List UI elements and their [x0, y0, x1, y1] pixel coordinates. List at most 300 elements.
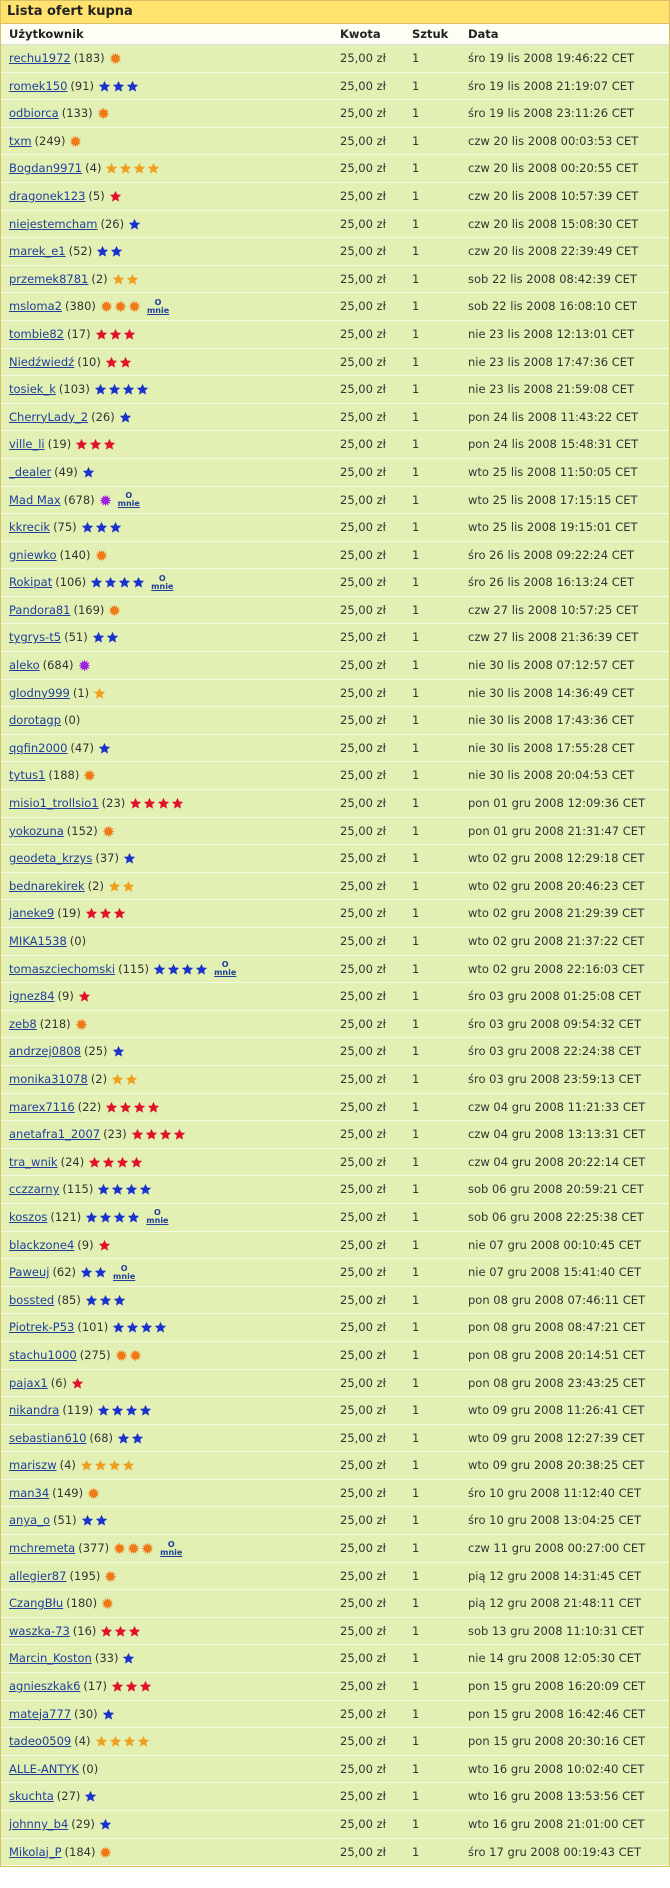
- user-link[interactable]: romek150: [9, 78, 68, 93]
- star-rating-icon: [143, 799, 157, 813]
- kwota-cell: 25,00 zł: [340, 1154, 386, 1169]
- feedback-count: (149): [52, 1485, 84, 1500]
- rating-icons: [98, 1239, 112, 1252]
- user-link[interactable]: Pandora81: [9, 602, 71, 617]
- sztuk-cell: 1: [412, 1513, 420, 1528]
- user-link[interactable]: CzangBłu: [9, 1596, 64, 1611]
- user-cell: [9, 1756, 98, 1784]
- user-link[interactable]: mariszw: [9, 1458, 57, 1473]
- column-header-sztuk: Sztuk: [412, 27, 449, 41]
- table-row: [1, 404, 669, 432]
- star-rating-icon: [97, 1406, 111, 1420]
- star-rating-icon: [108, 882, 122, 896]
- about-me-link[interactable]: [147, 299, 169, 315]
- user-link[interactable]: Mad Max: [9, 492, 61, 507]
- star-rating-icon: [99, 909, 113, 923]
- feedback-count: (17): [66, 326, 91, 341]
- rating-icons: [85, 907, 127, 920]
- sztuk-cell: 1: [412, 1099, 420, 1114]
- star-rating-icon: [84, 1792, 98, 1806]
- kwota-cell: 25,00 zł: [340, 630, 386, 645]
- table-row: [1, 1756, 669, 1784]
- sztuk-cell: 1: [412, 961, 420, 976]
- star-rating-icon: [92, 633, 106, 647]
- table-row: [1, 845, 669, 873]
- table-row: [1, 1287, 669, 1315]
- user-link[interactable]: cczzarny: [9, 1182, 60, 1197]
- user-link[interactable]: Bogdan9971: [9, 161, 83, 176]
- about-me-link[interactable]: [160, 1541, 182, 1557]
- user-link[interactable]: CherryLady_2: [9, 409, 89, 424]
- star-rating-icon: [98, 744, 112, 758]
- user-cell: [9, 349, 133, 377]
- kwota-cell: 25,00 zł: [340, 1209, 386, 1224]
- rating-icons: [129, 797, 185, 810]
- star-rating-icon: [97, 1185, 111, 1199]
- user-link[interactable]: sebastian610: [9, 1430, 87, 1445]
- rating-icons: [97, 1404, 153, 1417]
- user-link[interactable]: glodny999: [9, 685, 70, 700]
- star-rating-icon: [195, 965, 209, 979]
- user-cell: [9, 1314, 168, 1342]
- feedback-count: (0): [69, 934, 87, 948]
- kwota-cell: 25,00 zł: [340, 1679, 386, 1694]
- sun-rating-icon: [102, 827, 116, 841]
- user-link[interactable]: pajax1: [9, 1375, 48, 1390]
- user-link[interactable]: tosiek_k: [9, 382, 56, 397]
- rating-icons: [128, 218, 142, 231]
- star-rating-icon: [117, 1434, 131, 1448]
- user-cell: [9, 1397, 153, 1425]
- sztuk-cell: 1: [412, 713, 420, 728]
- kwota-cell: 25,00 zł: [340, 106, 386, 121]
- user-link[interactable]: johnny_b4: [9, 1817, 69, 1831]
- date-cell: pon 08 gru 2008 08:47:21 CET: [468, 1320, 646, 1335]
- table-row: [1, 597, 669, 625]
- user-link[interactable]: stachu1000: [9, 1347, 77, 1362]
- user-link[interactable]: anetafra1_2007: [9, 1127, 101, 1142]
- about-me-link[interactable]: [214, 961, 236, 977]
- kwota-cell: 25,00 zł: [340, 161, 386, 176]
- feedback-count: (19): [47, 437, 72, 452]
- date-cell: wto 02 gru 2008 22:16:03 CET: [468, 961, 645, 976]
- user-link[interactable]: gniewko: [9, 547, 57, 562]
- table-row: [1, 1425, 669, 1453]
- user-link[interactable]: tytus1: [9, 768, 46, 783]
- table-row: [1, 1811, 669, 1839]
- user-cell: [9, 818, 116, 846]
- rating-icons: [71, 1377, 85, 1390]
- date-cell: nie 07 gru 2008 15:41:40 CET: [468, 1265, 642, 1280]
- kwota-cell: 25,00 zł: [340, 409, 386, 424]
- table-row: [1, 266, 669, 294]
- star-rating-icon: [123, 1737, 137, 1751]
- rating-icons: [97, 107, 111, 120]
- user-link[interactable]: marek_e1: [9, 244, 66, 259]
- user-link[interactable]: nikandra: [9, 1403, 60, 1418]
- sztuk-cell: 1: [412, 1761, 420, 1776]
- user-link[interactable]: Niedźwiedź: [9, 354, 75, 369]
- star-rating-icon: [113, 1213, 127, 1227]
- user-cell: [9, 1066, 139, 1094]
- star-rating-icon: [159, 1130, 173, 1144]
- kwota-cell: 25,00 zł: [340, 520, 386, 535]
- date-cell: wto 25 lis 2008 11:50:05 CET: [468, 464, 638, 479]
- user-cell: [9, 431, 117, 459]
- kwota-cell: 25,00 zł: [340, 492, 386, 507]
- star-rating-icon: [81, 1516, 95, 1530]
- sztuk-cell: 1: [412, 1651, 420, 1666]
- about-me-label-top: O: [154, 297, 162, 307]
- rating-icons: [108, 880, 136, 893]
- feedback-count: (33): [94, 1651, 119, 1666]
- user-cell: [9, 956, 236, 984]
- kwota-cell: 25,00 zł: [340, 658, 386, 673]
- date-cell: śro 19 lis 2008 21:19:07 CET: [468, 78, 635, 93]
- kwota-cell: 25,00 zł: [340, 78, 386, 93]
- sun-rating-icon: [129, 1351, 143, 1365]
- user-link[interactable]: msloma2: [9, 299, 62, 314]
- user-link[interactable]: qqfin2000: [9, 740, 68, 755]
- user-link[interactable]: kkrecik: [9, 520, 51, 535]
- kwota-cell: 25,00 zł: [340, 1265, 386, 1280]
- user-link[interactable]: odbiorca: [9, 106, 59, 121]
- table-row: [1, 1038, 669, 1066]
- user-link[interactable]: Piotrek-P53: [9, 1320, 75, 1335]
- feedback-count: (121): [50, 1209, 82, 1224]
- kwota-cell: 25,00 zł: [340, 1292, 386, 1307]
- star-rating-icon: [99, 1820, 113, 1834]
- user-cell: [9, 293, 169, 321]
- feedback-count: (377): [78, 1541, 110, 1556]
- feedback-count: (62): [52, 1265, 77, 1280]
- sun-rating-icon: [104, 1572, 118, 1586]
- star-rating-icon: [122, 385, 136, 399]
- user-link[interactable]: geodeta_krzys: [9, 851, 93, 866]
- star-rating-icon: [122, 1654, 136, 1668]
- sztuk-cell: 1: [412, 1568, 420, 1583]
- feedback-count: (115): [62, 1182, 94, 1197]
- feedback-count: (188): [48, 768, 80, 783]
- rating-icons: [102, 825, 116, 838]
- feedback-count: (4): [85, 161, 102, 176]
- date-cell: wto 25 lis 2008 19:15:01 CET: [468, 520, 638, 535]
- sztuk-cell: 1: [412, 1182, 420, 1197]
- sztuk-cell: 1: [412, 685, 420, 700]
- date-cell: pon 01 gru 2008 12:09:36 CET: [468, 796, 646, 811]
- user-link[interactable]: blackzone4: [9, 1237, 75, 1252]
- user-cell: [9, 266, 140, 294]
- user-cell: [9, 680, 107, 708]
- star-rating-icon: [139, 1185, 153, 1199]
- kwota-cell: 25,00 zł: [340, 1844, 386, 1859]
- date-cell: czw 20 lis 2008 15:08:30 CET: [468, 216, 639, 231]
- star-rating-icon: [122, 882, 136, 896]
- rating-icons: [100, 300, 142, 313]
- user-cell: [9, 1370, 85, 1398]
- date-cell: pon 08 gru 2008 07:46:11 CET: [468, 1292, 646, 1307]
- star-rating-icon: [82, 468, 96, 482]
- user-link[interactable]: _dealer: [9, 464, 52, 479]
- star-rating-icon: [94, 1268, 108, 1282]
- user-link[interactable]: tra_wnik: [9, 1154, 58, 1169]
- table-row: [1, 1342, 669, 1370]
- feedback-count: (106): [55, 575, 87, 590]
- feedback-count: (180): [66, 1596, 98, 1611]
- star-rating-icon: [94, 385, 108, 399]
- star-rating-icon: [71, 1379, 85, 1393]
- user-cell: [9, 1811, 113, 1839]
- star-rating-icon: [109, 1737, 123, 1751]
- rating-icons: [87, 1487, 101, 1500]
- user-link[interactable]: ignez84: [9, 989, 55, 1004]
- sztuk-cell: 1: [412, 1292, 420, 1307]
- user-cell: [9, 542, 109, 570]
- table-row: [1, 624, 669, 652]
- user-link[interactable]: tomaszciechomski: [9, 961, 116, 976]
- star-rating-icon: [157, 799, 171, 813]
- rating-icons: [108, 604, 122, 617]
- kwota-cell: 25,00 zł: [340, 1817, 386, 1831]
- rating-icons: [119, 411, 133, 424]
- sztuk-cell: 1: [412, 658, 420, 673]
- user-link[interactable]: skuchta: [9, 1789, 54, 1804]
- sun-rating-icon: [100, 302, 114, 316]
- star-rating-icon: [96, 247, 110, 261]
- user-link[interactable]: txm: [9, 133, 32, 148]
- sztuk-cell: 1: [412, 492, 420, 507]
- date-cell: wto 02 gru 2008 12:29:18 CET: [468, 851, 645, 866]
- star-rating-icon: [126, 82, 140, 96]
- user-link[interactable]: misio1_trollsio1: [9, 796, 99, 811]
- user-link[interactable]: allegier87: [9, 1568, 67, 1583]
- rating-icons: [101, 1597, 115, 1610]
- rating-icons: [100, 1625, 142, 1638]
- kwota-cell: 25,00 zł: [340, 326, 386, 341]
- date-cell: śro 19 lis 2008 19:46:22 CET: [468, 51, 635, 65]
- sztuk-cell: 1: [412, 216, 420, 231]
- star-rating-icon: [125, 1185, 139, 1199]
- user-cell: [9, 1094, 161, 1122]
- user-link[interactable]: niejestemcham: [9, 216, 98, 231]
- star-rating-icon: [181, 965, 195, 979]
- feedback-count: (678): [63, 492, 95, 507]
- user-link[interactable]: yokozuna: [9, 823, 64, 838]
- kwota-cell: 25,00 zł: [340, 382, 386, 397]
- user-cell: [9, 1618, 142, 1646]
- kwota-cell: 25,00 zł: [340, 188, 386, 203]
- user-cell: [9, 1011, 89, 1039]
- about-me-label-bottom: mnie: [160, 1547, 183, 1557]
- table-row: [1, 45, 669, 73]
- user-link[interactable]: Marcin_Koston: [9, 1651, 92, 1666]
- feedback-count: (91): [70, 78, 95, 93]
- sztuk-cell: 1: [412, 1623, 420, 1638]
- user-link[interactable]: tygrys-t5: [9, 630, 62, 645]
- feedback-count: (26): [100, 216, 125, 231]
- user-link[interactable]: Paweuj: [9, 1265, 50, 1280]
- feedback-count: (75): [53, 520, 77, 535]
- sztuk-cell: 1: [412, 299, 420, 314]
- sun-rating-icon: [83, 771, 97, 785]
- table-row: [1, 1176, 669, 1204]
- date-cell: wto 09 gru 2008 12:27:39 CET: [468, 1430, 645, 1445]
- date-cell: czw 27 lis 2008 10:57:25 CET: [468, 602, 639, 617]
- user-link[interactable]: koszos: [9, 1209, 48, 1224]
- about-me-link[interactable]: [113, 1265, 135, 1281]
- table-row: [1, 652, 669, 680]
- date-cell: śro 17 gru 2008 00:19:43 CET: [468, 1844, 641, 1859]
- table-row: [1, 1645, 669, 1673]
- user-cell: [9, 1038, 126, 1066]
- user-link[interactable]: man34: [9, 1485, 50, 1500]
- feedback-count: (133): [61, 106, 93, 121]
- about-me-link[interactable]: [146, 1209, 168, 1225]
- user-cell: [9, 321, 137, 349]
- kwota-cell: 25,00 zł: [340, 685, 386, 700]
- user-cell: [9, 1232, 112, 1260]
- user-link[interactable]: tadeo0509: [9, 1734, 72, 1749]
- sztuk-cell: 1: [412, 1320, 420, 1335]
- user-link[interactable]: ville_li: [9, 437, 45, 452]
- star-rating-icon: [119, 413, 133, 427]
- user-link[interactable]: ALLE-ANTYK: [9, 1761, 79, 1776]
- rating-icons: [93, 687, 107, 700]
- star-rating-icon: [137, 1737, 151, 1751]
- user-link[interactable]: bossted: [9, 1292, 55, 1307]
- feedback-count: (5): [88, 188, 105, 203]
- user-cell: [9, 1701, 116, 1729]
- feedback-count: (119): [62, 1403, 94, 1418]
- table-row: [1, 1066, 669, 1094]
- rating-icons: [112, 273, 140, 286]
- sztuk-cell: 1: [412, 602, 420, 617]
- user-cell: [9, 73, 140, 101]
- user-cell: [9, 100, 111, 128]
- feedback-count: (51): [64, 630, 88, 645]
- user-cell: [9, 845, 137, 873]
- star-rating-icon: [103, 440, 117, 454]
- date-cell: czw 20 lis 2008 10:57:39 CET: [468, 188, 639, 203]
- user-cell: [9, 735, 112, 763]
- star-rating-icon: [95, 330, 109, 344]
- feedback-count: (101): [77, 1320, 109, 1335]
- table-row: [1, 735, 669, 763]
- user-cell: [9, 1204, 168, 1232]
- star-rating-icon: [113, 1296, 127, 1310]
- sztuk-cell: 1: [412, 1237, 420, 1252]
- sun-rating-icon: [75, 1020, 89, 1034]
- feedback-count: (10): [77, 354, 101, 369]
- star-rating-icon: [147, 1103, 161, 1117]
- table-row: [1, 487, 669, 515]
- star-rating-icon: [131, 1434, 145, 1448]
- user-link[interactable]: MIKA1538: [9, 934, 67, 948]
- sztuk-cell: 1: [412, 1789, 420, 1804]
- rating-icons: [109, 190, 123, 203]
- table-row: [1, 128, 669, 156]
- about-me-label-top: O: [158, 573, 166, 583]
- kwota-cell: 25,00 zł: [340, 1347, 386, 1362]
- star-rating-icon: [125, 1406, 139, 1420]
- table-row: [1, 900, 669, 928]
- star-rating-icon: [85, 909, 99, 923]
- star-rating-icon: [111, 1406, 125, 1420]
- user-link[interactable]: Rokipat: [9, 575, 53, 590]
- star-rating-icon: [89, 440, 103, 454]
- user-link[interactable]: dorotagp: [9, 713, 62, 728]
- kwota-cell: 25,00 zł: [340, 1596, 386, 1611]
- user-link[interactable]: waszka-73: [9, 1623, 70, 1638]
- about-me-link[interactable]: [118, 492, 140, 508]
- star-rating-icon: [132, 578, 146, 592]
- date-cell: pią 12 gru 2008 21:48:11 CET: [468, 1596, 642, 1611]
- user-link[interactable]: bednarekirek: [9, 878, 85, 893]
- star-rating-icon: [80, 1461, 94, 1475]
- user-link[interactable]: mateja777: [9, 1706, 72, 1721]
- kwota-cell: 25,00 zł: [340, 354, 386, 369]
- table-row: [1, 1563, 669, 1591]
- user-cell: [9, 1176, 153, 1204]
- user-link[interactable]: rechu1972: [9, 51, 71, 65]
- star-rating-icon: [109, 330, 123, 344]
- user-link[interactable]: janeke9: [9, 906, 55, 921]
- kwota-cell: 25,00 zł: [340, 602, 386, 617]
- user-cell: [9, 1673, 153, 1701]
- user-link[interactable]: dragonek123: [9, 188, 86, 203]
- user-link[interactable]: Mikolaj_P: [9, 1844, 62, 1859]
- user-link[interactable]: zeb8: [9, 1016, 37, 1031]
- date-cell: czw 27 lis 2008 21:36:39 CET: [468, 630, 639, 645]
- rating-icons: [85, 1294, 127, 1307]
- feedback-count: (68): [89, 1430, 114, 1445]
- rating-icons: [88, 1156, 144, 1169]
- user-cell: [9, 1287, 127, 1315]
- table-row: [1, 183, 669, 211]
- user-cell: [9, 155, 161, 183]
- user-cell: [9, 652, 92, 680]
- table-row: [1, 1452, 669, 1480]
- user-link[interactable]: przemek8781: [9, 271, 89, 286]
- user-link[interactable]: marex7116: [9, 1099, 75, 1114]
- user-link[interactable]: agnieszkak6: [9, 1679, 81, 1694]
- table-row: [1, 1011, 669, 1039]
- user-link[interactable]: mchremeta: [9, 1541, 76, 1556]
- kwota-cell: 25,00 zł: [340, 1403, 386, 1418]
- star-rating-icon: [112, 82, 126, 96]
- feedback-count: (2): [91, 271, 108, 286]
- date-cell: pon 08 gru 2008 23:43:25 CET: [468, 1375, 646, 1390]
- user-link[interactable]: monika31078: [9, 1071, 88, 1086]
- table-row: [1, 73, 669, 101]
- sztuk-cell: 1: [412, 1679, 420, 1694]
- star-rating-icon: [139, 1406, 153, 1420]
- column-header-data: Data: [468, 27, 499, 41]
- user-link[interactable]: anya_o: [9, 1513, 50, 1528]
- feedback-count: (26): [91, 409, 115, 424]
- feedback-count: (25): [83, 1044, 108, 1059]
- kwota-cell: 25,00 zł: [340, 796, 386, 811]
- user-link[interactable]: andrzej0808: [9, 1044, 81, 1059]
- user-link[interactable]: tombie82: [9, 326, 64, 341]
- kwota-cell: 25,00 zł: [340, 1458, 386, 1473]
- star-rating-icon: [111, 1185, 125, 1199]
- sun-rating-icon: [109, 54, 123, 68]
- user-link[interactable]: aleko: [9, 658, 40, 673]
- rating-icons: [85, 1211, 141, 1224]
- sun-rating-icon: [108, 606, 122, 620]
- about-me-link[interactable]: [151, 575, 173, 591]
